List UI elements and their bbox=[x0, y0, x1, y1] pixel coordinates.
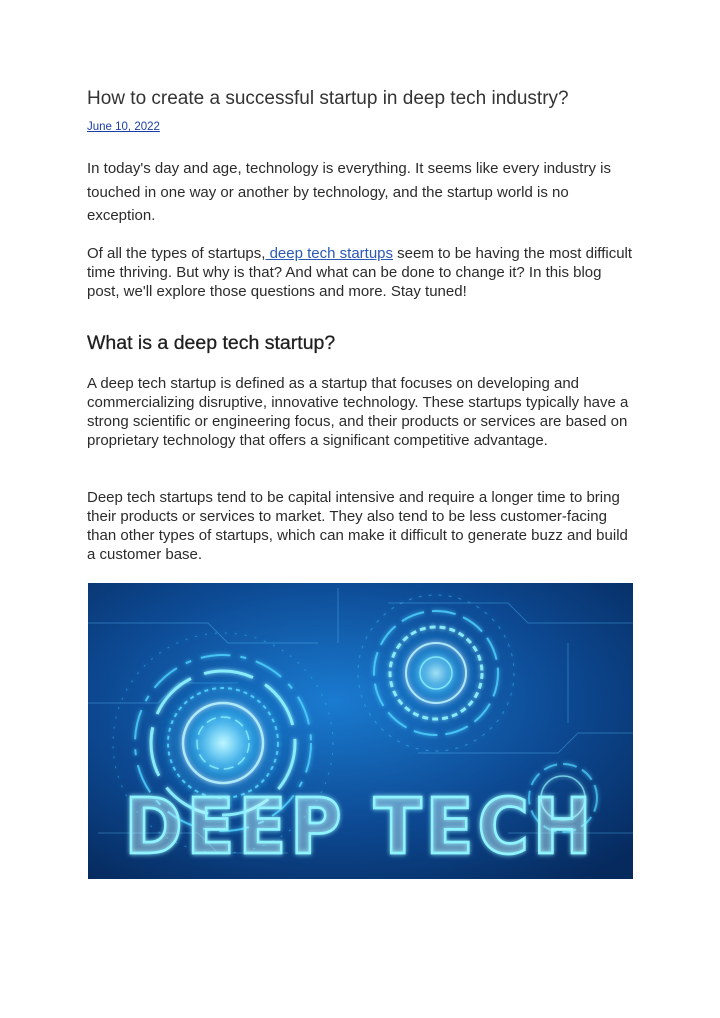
hero-deep-tech-text: DEEP TECH bbox=[124, 782, 596, 872]
deep-tech-hero-image bbox=[88, 583, 633, 879]
definition-paragraph: A deep tech startup is defined as a startup that focuses on developing and commercializing disruptive, innovative technology. These startups typically have a strong scientific or engineering focus, and their products or services are based on proprietary technology that offers a significant competitive advantage. bbox=[87, 375, 629, 449]
deep-tech-startups-link[interactable]: deep tech startups bbox=[265, 245, 394, 262]
paragraph-text-after-link: seem to be having the most difficult time thriving. But why is that? And what can be done to change it? In this blog post, we'll explore those questions and more. Stay tuned! bbox=[87, 245, 633, 300]
section-heading: What is a deep tech startup? bbox=[87, 332, 336, 354]
startups-paragraph bbox=[87, 244, 635, 301]
paragraph-text-before-link: Of all the types of startups, bbox=[87, 245, 266, 262]
intro-paragraph: In today's day and age, technology is everything. It seems like every industry is touched in one way or another by technology, and the startup world is no exception. bbox=[87, 160, 611, 224]
article-date-link[interactable]: June 10, 2022 bbox=[87, 121, 160, 133]
capital-paragraph: Deep tech startups tend to be capital intensive and require a longer time to bring their products or services to market. They also tend to be less customer-facing than other types of startups, which can make it difficult to generate buzz and build a customer base. bbox=[87, 489, 628, 563]
article-title: How to create a successful startup in deep tech industry? bbox=[87, 88, 569, 109]
